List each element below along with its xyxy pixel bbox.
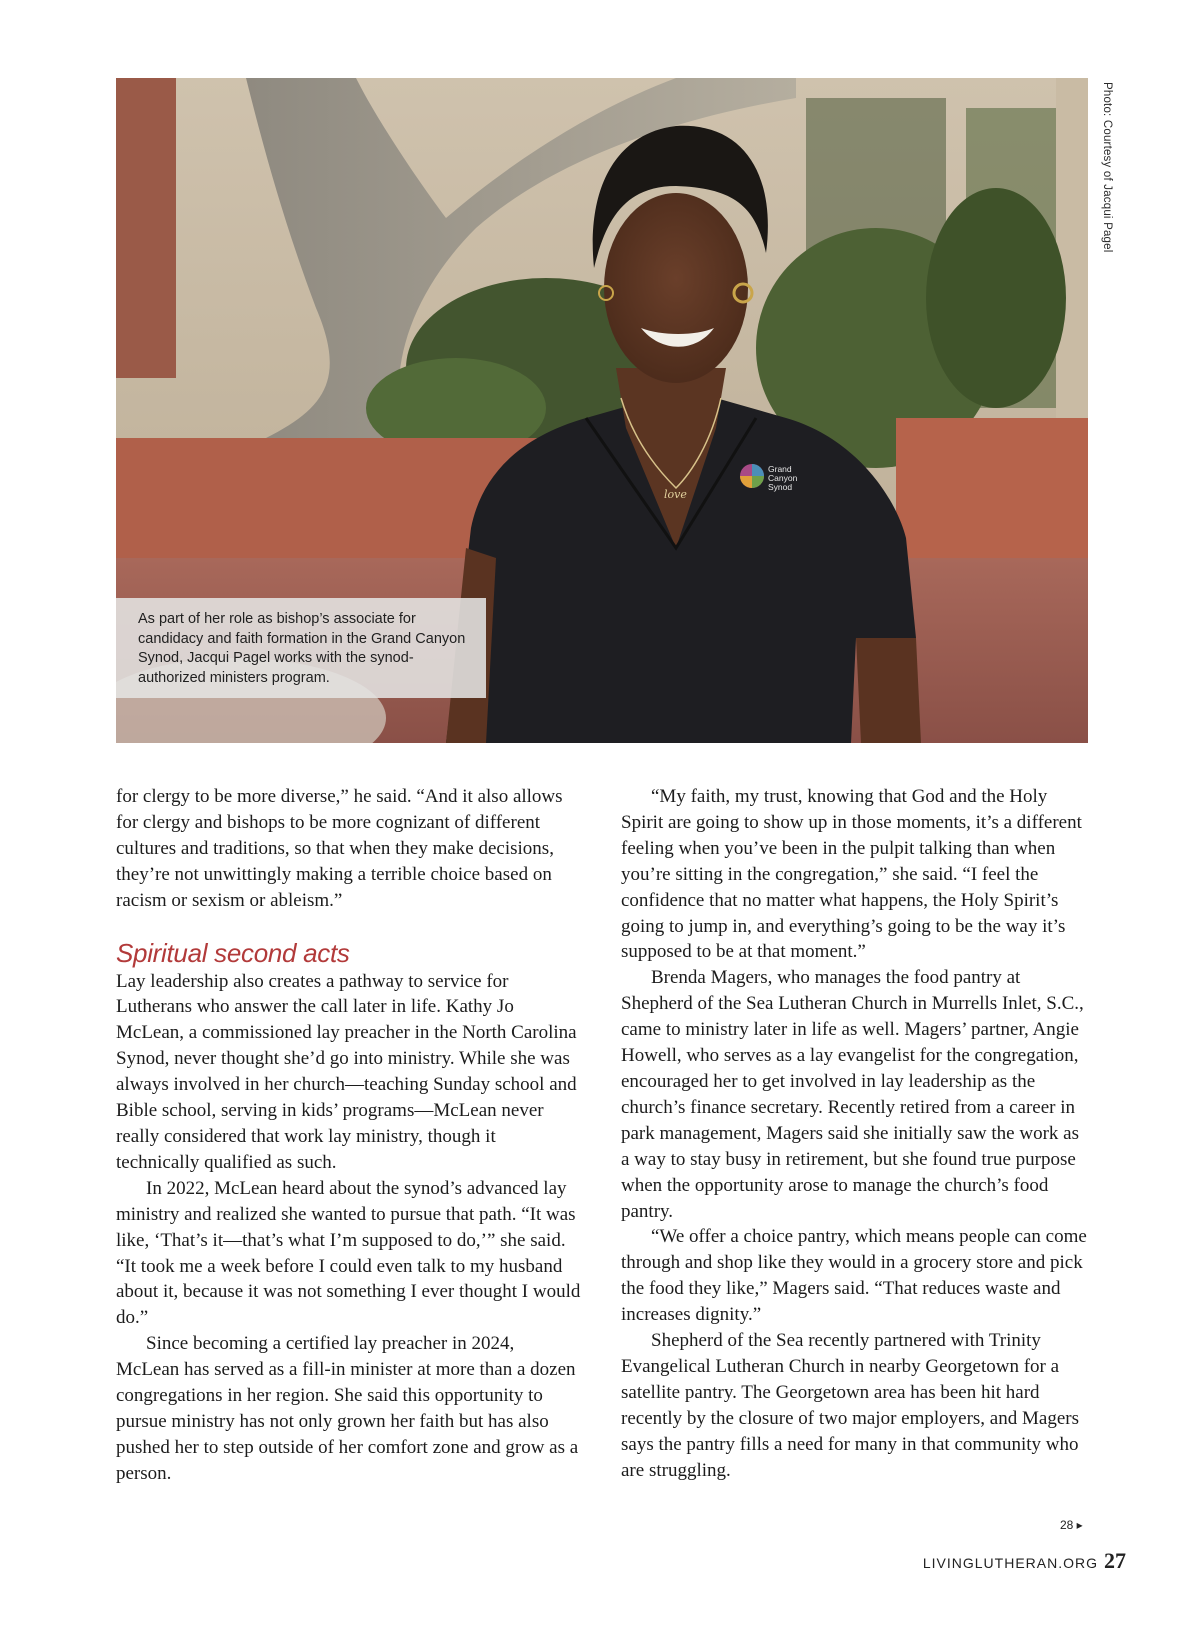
paragraph: “My faith, my trust, knowing that God and the Holy Spirit are going to show up in those moments, it’s a different feeling when you’ve been in the pulpit talking than when you’re sitting in the congregation,” she said. “I feel the confidence that no matter what happens, the Holy Spirit’s going to jump in, and everything’s going to be the way it’s supposed to be at that moment.”	[621, 786, 1082, 963]
svg-text:Canyon: Canyon	[768, 473, 798, 483]
photo-caption: As part of her role as bishop’s associate for candidacy and faith formation in the Grand Canyon Synod, Jacqui Pagel works with the synod-authorized ministers program.	[116, 598, 486, 698]
article-column-left	[116, 784, 582, 1487]
site-url[interactable]: LIVINGLUTHERAN.ORG	[922, 1555, 1098, 1571]
svg-text:Synod: Synod	[768, 482, 793, 492]
paragraph: In 2022, McLean heard about the synod’s advanced lay ministry and realized she wanted to pursue that path. “It was like, ‘That’s it—that’s what I’m supposed to do,’” she said. “It took me a week before I could even talk to my husband about it, because it was not something I ever thought I would do.”	[116, 1177, 581, 1329]
page-footer	[923, 1548, 1126, 1574]
paragraph: Brenda Magers, who manages the food pantry at Shepherd of the Sea Lutheran Church in Murrells Inlet, S.C., came to ministry later in life as well. Magers’ partner, Angie Howell, who serves as a lay evangelist for the congregation, encouraged her to get involved in lay leadership as the church’s finance secretary. Recently retired from a career in park management, Magers said she initially saw the work as a way to stay busy in retirement, but she found true purpose when the opportunity arose to manage the church’s food pantry.	[621, 967, 1084, 1222]
paragraph: “We offer a choice pantry, which means people can come through and shop like they would in a grocery store and pick the food they like,” Magers said. “That reduces waste and increases dignity.”	[621, 1226, 1087, 1326]
article-column-right	[621, 784, 1089, 1483]
page-number: 27	[1104, 1548, 1126, 1573]
section-subhead: Spiritual second acts	[116, 937, 350, 968]
necklace-pendant: love	[664, 488, 687, 501]
continued-on-page-link[interactable]: 28 ▸	[1060, 1518, 1083, 1532]
svg-text:Grand: Grand	[768, 464, 792, 474]
paragraph: Shepherd of the Sea recently partnered with Trinity Evangelical Lutheran Church in nearby Georgetown for a satellite pantry. The Georgetown area has been hit hard recently by the closure of two major employers, and Magers says the pantry fills a need for many in that community who are struggling.	[621, 1330, 1079, 1481]
photo-credit: Photo: Courtesy of Jacqui Pagel	[1101, 82, 1113, 253]
paragraph: for clergy to be more diverse,” he said. “And it also allows for clergy and bishops to be more cognizant of different cultures and traditions, so that when they make decisions, they’re not unwittingly making a terrible choice based on racism or sexism or ableism.”	[116, 786, 563, 911]
paragraph: Lay leadership also creates a pathway to service for Lutherans who answer the call later in life. Kathy Jo McLean, a commissioned lay preacher in the North Carolina Synod, never thought she’d go into ministry. While she was always involved in her church—teaching Sunday school and Bible school, serving in kids’ programs—McLean never really considered that work lay ministry, though it technically qualified as such.	[116, 970, 577, 1173]
paragraph: Since becoming a certified lay preacher in 2024, McLean has served as a fill-in minister at more than a dozen congregations in her region. She said this opportunity to pursue ministry has not only grown her faith but has also pushed her to step outside of her comfort zone and grow as a person.	[116, 1333, 579, 1484]
